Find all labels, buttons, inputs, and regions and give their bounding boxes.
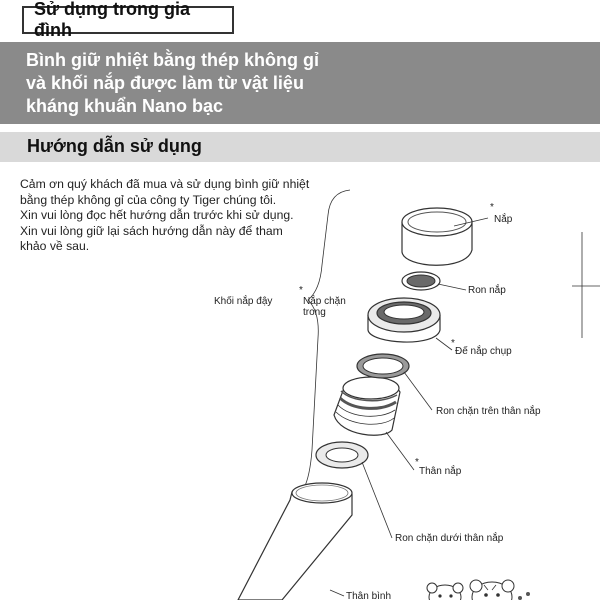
label-inner-stopper-1: Nắp chặn	[303, 296, 346, 307]
label-asterisk-stopper: *	[299, 285, 303, 296]
intro-line-4: Xin vui lòng giữ lại sách hướng dẫn này để tham	[20, 223, 283, 238]
label-lid-gasket: Ron nắp	[468, 285, 506, 296]
label-lid-body: Thân nắp	[419, 466, 462, 477]
lid-body	[334, 377, 400, 435]
upper-lid-gasket	[357, 354, 409, 378]
label-cap: Nắp	[494, 214, 513, 225]
banner-line-1: Bình giữ nhiệt bằng thép không gỉ	[26, 50, 320, 70]
intro-line-1: Cảm ơn quý khách đã mua và sử dụng bình giữ nhiệt	[20, 177, 310, 191]
bottle-body	[238, 483, 352, 600]
cap	[402, 208, 472, 265]
label-asterisk-base: *	[451, 338, 455, 349]
banner-line-3: kháng khuẩn Nano bạc	[26, 96, 224, 116]
cap-base	[368, 298, 440, 342]
tiger-mascot-illustration	[427, 580, 530, 600]
label-asterisk-lid-body: *	[415, 457, 419, 468]
lid-gasket	[402, 272, 440, 290]
banner-line-2: và khối nắp được làm từ vật liệu	[26, 73, 304, 93]
page-title: Sử dụng trong gia đình	[34, 0, 191, 40]
section-title: Hướng dẫn sử dụng	[27, 136, 202, 156]
intro-line-5: khảo về sau.	[20, 239, 90, 253]
lower-lid-gasket	[316, 442, 368, 468]
intro-line-2: bằng thép không gỉ của công ty Tiger chúng tôi.	[20, 192, 277, 207]
label-lid-assembly: Khối nắp đậy	[214, 296, 273, 307]
label-bottle-body: Thân bình	[346, 591, 392, 600]
intro-line-3: Xin vui lòng đọc hết hướng dẫn trước khi sử dụng.	[20, 208, 294, 222]
label-lower-gasket: Ron chặn dưới thân nắp	[395, 533, 504, 544]
label-asterisk-cap: *	[490, 202, 494, 213]
label-cap-base: Đế nắp chụp	[455, 346, 512, 357]
label-inner-stopper-2: trong	[303, 307, 326, 318]
label-upper-gasket: Ron chặn trên thân nắp	[436, 406, 541, 417]
